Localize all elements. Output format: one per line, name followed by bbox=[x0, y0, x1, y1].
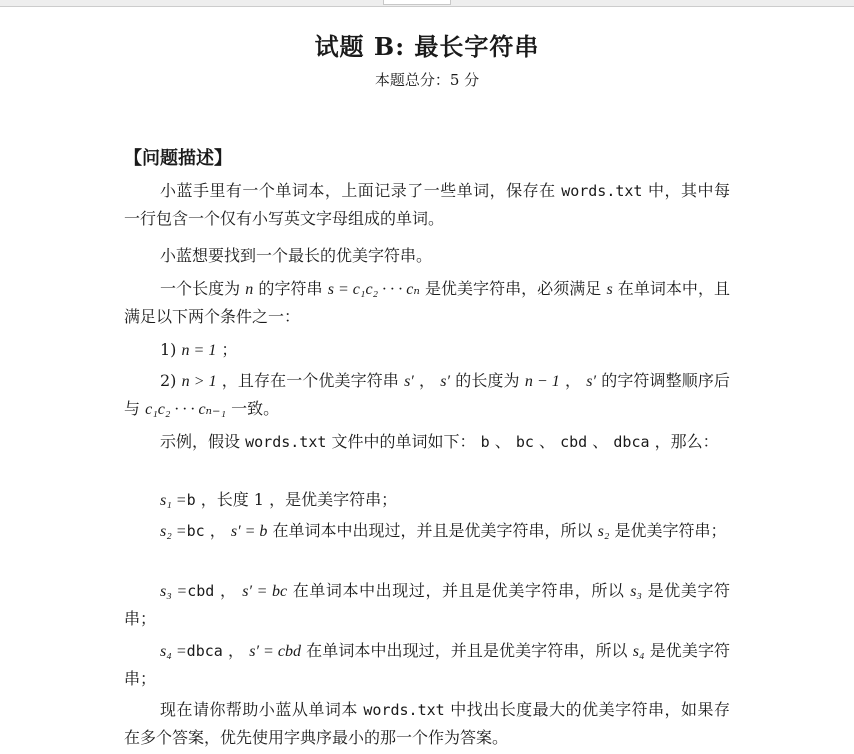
math-expr: s′ = cbd bbox=[249, 643, 301, 660]
text-span: ； bbox=[221, 340, 238, 359]
text-span: ， bbox=[209, 521, 226, 540]
filename: words.txt bbox=[561, 182, 643, 200]
word: b bbox=[480, 433, 490, 451]
document-page bbox=[0, 7, 854, 754]
text-span: 文件中的单词如下： bbox=[331, 432, 476, 451]
text-span: 现在请你帮助小蓝从单词本 bbox=[160, 700, 358, 719]
math-s4: s₄ = bbox=[160, 643, 187, 660]
math-s4: s₄ bbox=[632, 643, 645, 660]
filename: words.txt bbox=[363, 701, 445, 719]
text-span: 的字符串 bbox=[258, 279, 323, 298]
text-span: 是优美字符串； bbox=[124, 581, 731, 628]
text-span: 在单词本中出现过，并且是优美字符串，所以 bbox=[306, 641, 628, 660]
math-expr: n > 1 bbox=[181, 373, 217, 390]
text-span: 一致。 bbox=[231, 399, 280, 418]
paragraph-intro bbox=[124, 177, 730, 232]
text-span: 的长度为 bbox=[455, 371, 520, 390]
text-span: 是优美字符串； bbox=[614, 521, 727, 540]
paragraph-task bbox=[124, 696, 730, 751]
text-span: 中，其中每一行包含一个仅有小写英文字母组成的单词。 bbox=[124, 181, 730, 228]
text-span: ， bbox=[219, 581, 237, 600]
math-expr: s′ = b bbox=[230, 523, 268, 540]
text-span: 在单词本中出现过，并且是优美字符串，所以 bbox=[292, 581, 625, 600]
word: cbd bbox=[560, 433, 588, 451]
example-s3 bbox=[124, 577, 730, 632]
filename: words.txt bbox=[245, 433, 327, 451]
text-span: 小蓝手里有一个单词本，上面记录了一些单词，保存在 bbox=[160, 181, 556, 200]
paragraph-goal bbox=[124, 242, 730, 269]
text-span: 的字符调整顺序后与 bbox=[124, 371, 730, 418]
text-span: ，且存在一个优美字符串 bbox=[221, 371, 399, 390]
word: bc bbox=[515, 433, 534, 451]
math-s1: s₁ = bbox=[160, 492, 187, 509]
text-span: 2) bbox=[160, 371, 177, 390]
text-span: 、 bbox=[538, 432, 555, 451]
text-span: 在单词本中，且满足以下两个条件之一： bbox=[124, 279, 730, 326]
example-s2 bbox=[124, 517, 730, 545]
text-span: 在单词本中出现过，并且是优美字符串，所以 bbox=[272, 521, 593, 540]
text-span: 示例，假设 bbox=[160, 432, 241, 451]
page-tab[interactable] bbox=[383, 0, 451, 5]
text-span: 、 bbox=[592, 432, 609, 451]
math-s2: s₂ bbox=[597, 523, 610, 540]
math-n: n bbox=[245, 281, 254, 298]
math-expr: s′ = bc bbox=[242, 583, 288, 600]
word: b bbox=[186, 491, 196, 509]
text-span: ， bbox=[419, 371, 436, 390]
paragraph-example bbox=[124, 428, 730, 456]
text-span: 是优美字符串； bbox=[124, 641, 731, 688]
condition-2 bbox=[124, 367, 730, 423]
text-span: 、 bbox=[494, 432, 511, 451]
math-s2: s₂ = bbox=[160, 523, 187, 540]
text-span: ， bbox=[565, 371, 582, 390]
text-span: 一个长度为 bbox=[160, 279, 241, 298]
text-span: ， bbox=[227, 641, 245, 660]
math-s-prime: s′ bbox=[404, 373, 414, 390]
text-span: 1) bbox=[160, 340, 177, 359]
math-expr: n − 1 bbox=[524, 373, 560, 390]
paragraph-definition bbox=[124, 275, 730, 330]
math-s3: s₃ = bbox=[160, 583, 188, 600]
section-heading: 【问题描述】 bbox=[124, 148, 232, 169]
math-s3: s₃ bbox=[630, 583, 642, 600]
word: dbca bbox=[613, 433, 650, 451]
math-expr: n = 1 bbox=[181, 342, 217, 359]
text-span: ，那么： bbox=[654, 432, 719, 451]
problem-score: 本题总分：5 分 bbox=[374, 71, 480, 89]
text-span: 小蓝想要找到一个最长的优美字符串。 bbox=[160, 246, 433, 265]
condition-1 bbox=[124, 336, 730, 364]
viewer-toolbar bbox=[0, 0, 854, 7]
word: cbd bbox=[187, 582, 215, 600]
text-span: ，长度 1 ，是优美字符串； bbox=[200, 490, 398, 509]
example-s1 bbox=[124, 486, 730, 514]
text-span: 中找出长度最大的优美字符串，如果存在多个答案，优先使用字典序最小的那一个作为答案。 bbox=[124, 700, 730, 747]
text-span: 是优美字符串，必须满足 bbox=[424, 279, 602, 298]
math-s-prime: s′ bbox=[440, 373, 451, 390]
math-string: s = c₁c₂ · · · cₙ bbox=[327, 281, 420, 298]
word: dbca bbox=[186, 642, 223, 660]
word: bc bbox=[186, 522, 205, 540]
problem-title: 试题 B: 最长字符串 bbox=[314, 32, 540, 61]
example-s4 bbox=[124, 637, 730, 692]
math-s-prime: s′ bbox=[586, 373, 597, 390]
math-s: s bbox=[606, 281, 613, 298]
math-sequence: c₁c₂ · · · cₙ₋₁ bbox=[145, 401, 227, 418]
